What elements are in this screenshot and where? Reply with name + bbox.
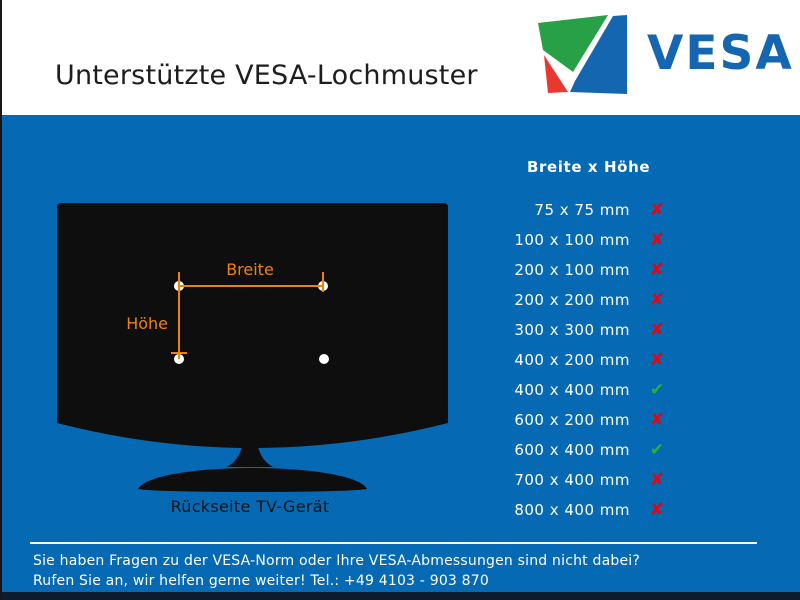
table-row bbox=[505, 315, 700, 345]
cross-icon: ✘ bbox=[649, 319, 665, 340]
row-size: 800 x 400 mm bbox=[514, 501, 630, 519]
table-row bbox=[505, 435, 700, 465]
cross-icon: ✘ bbox=[649, 469, 665, 490]
row-size: 600 x 400 mm bbox=[514, 441, 630, 459]
table-row bbox=[505, 495, 700, 525]
header-bar bbox=[0, 0, 800, 115]
table-row bbox=[505, 375, 700, 405]
table-row bbox=[505, 465, 700, 495]
row-size: 600 x 200 mm bbox=[514, 411, 630, 429]
row-size: 100 x 100 mm bbox=[514, 231, 630, 249]
mounting-hole-bottom-right bbox=[319, 354, 329, 364]
table-row bbox=[505, 225, 700, 255]
cross-icon: ✘ bbox=[649, 349, 665, 370]
table-row bbox=[505, 285, 700, 315]
cross-icon: ✘ bbox=[649, 409, 665, 430]
tv-diagram bbox=[50, 195, 460, 505]
row-size: 300 x 300 mm bbox=[514, 321, 630, 339]
table-row bbox=[505, 195, 700, 225]
cross-icon: ✘ bbox=[649, 499, 665, 520]
table-row bbox=[505, 255, 700, 285]
bottom-strip bbox=[0, 592, 800, 600]
vesa-logo-mark-icon bbox=[535, 9, 632, 98]
row-size: 700 x 400 mm bbox=[514, 471, 630, 489]
tv-silhouette bbox=[57, 203, 448, 492]
cross-icon: ✘ bbox=[649, 229, 665, 250]
check-icon: ✔ bbox=[649, 379, 665, 400]
row-size: 400 x 200 mm bbox=[514, 351, 630, 369]
row-size: 200 x 200 mm bbox=[514, 291, 630, 309]
cross-icon: ✘ bbox=[649, 199, 665, 220]
page-title: Unterstützte VESA-Lochmuster bbox=[55, 60, 478, 91]
row-size: 200 x 100 mm bbox=[514, 261, 630, 279]
footer-line-1: Sie haben Fragen zu der VESA-Norm oder Ihre VESA-Abmessungen sind nicht dabei? bbox=[33, 553, 641, 569]
row-size: 400 x 400 mm bbox=[514, 381, 630, 399]
tv-caption: Rückseite TV-Gerät bbox=[170, 497, 330, 516]
row-size: 75 x 75 mm bbox=[534, 201, 630, 219]
cross-icon: ✘ bbox=[649, 289, 665, 310]
width-label: Breite bbox=[226, 260, 274, 279]
vesa-logo bbox=[535, 8, 794, 98]
table-row bbox=[505, 405, 700, 435]
table-rows bbox=[505, 195, 700, 525]
cross-icon: ✘ bbox=[649, 259, 665, 280]
footer-line-2: Rufen Sie an, wir helfen gerne weiter! Tel.: +49 4103 - 903 870 bbox=[33, 573, 489, 589]
table-header: Breite x Höhe bbox=[527, 158, 651, 176]
height-label: Höhe bbox=[126, 314, 168, 333]
footer-divider bbox=[30, 542, 757, 544]
left-border bbox=[0, 0, 2, 600]
vesa-wordmark: VESA bbox=[647, 25, 794, 81]
table-row bbox=[505, 345, 700, 375]
check-icon: ✔ bbox=[649, 439, 665, 460]
